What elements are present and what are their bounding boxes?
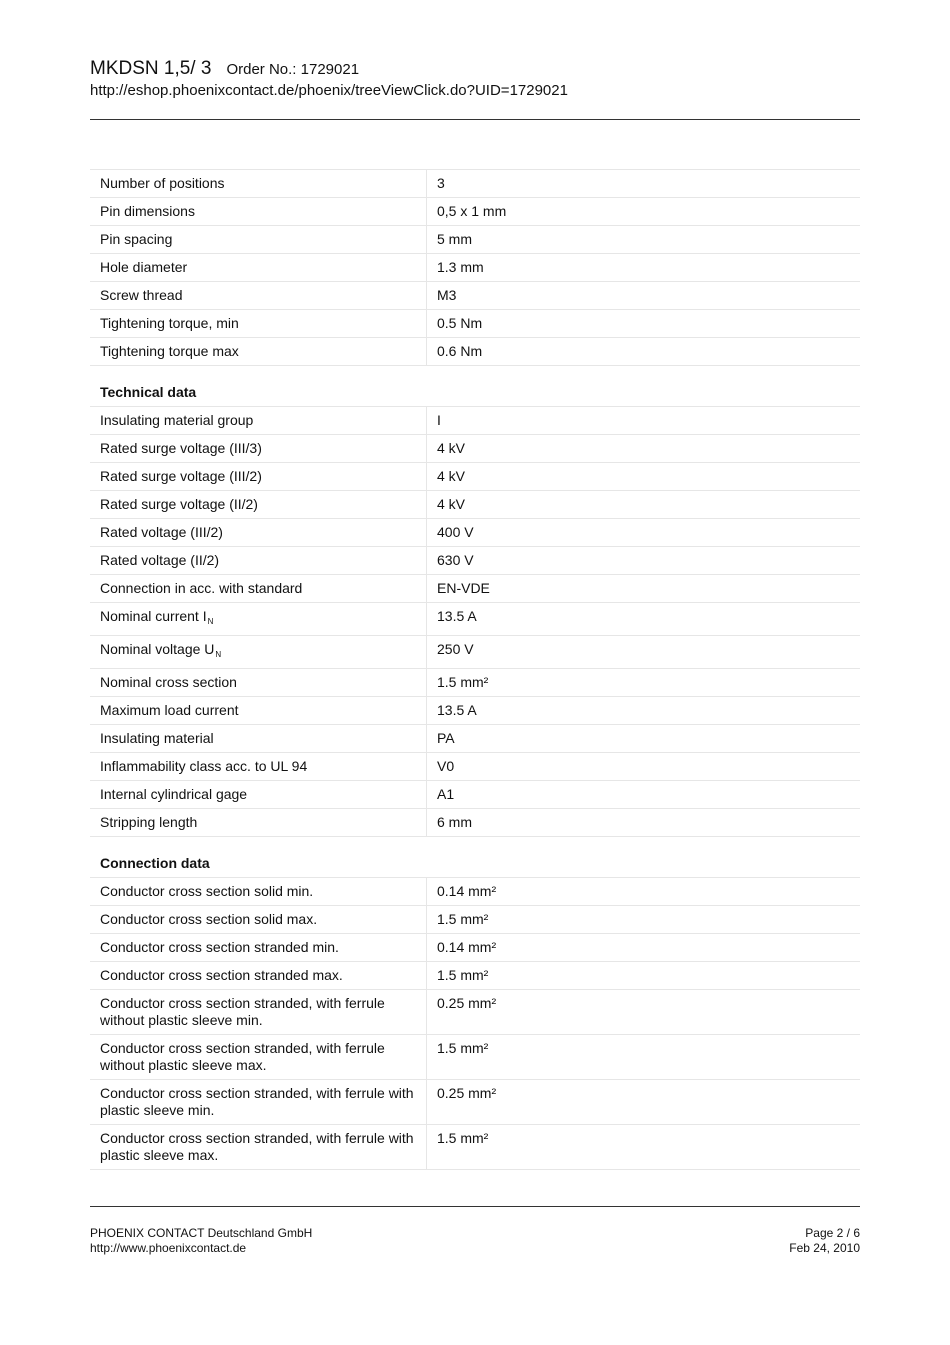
spec-row (90, 636, 860, 669)
spec-label-text: Conductor cross section stranded max. (100, 967, 343, 983)
spec-label (90, 254, 427, 282)
spec-label (90, 338, 427, 366)
spec-label (90, 407, 427, 435)
spec-row (90, 198, 860, 226)
spec-label (90, 198, 427, 226)
spec-value: 0.25 mm² (427, 990, 861, 1035)
spec-table (90, 169, 860, 1170)
spec-row (90, 753, 860, 781)
spec-value: 1.5 mm² (427, 669, 861, 697)
spec-label (90, 1080, 427, 1125)
spec-row (90, 990, 860, 1035)
spec-label (90, 547, 427, 575)
spec-row (90, 1080, 860, 1125)
spec-label-text: Conductor cross section solid min. (100, 883, 314, 899)
spec-row (90, 603, 860, 636)
spec-row (90, 282, 860, 310)
section-title: Connection data (90, 837, 860, 878)
spec-label-text: Rated surge voltage (II/2) (100, 496, 258, 512)
section-header-row (90, 366, 860, 407)
spec-label (90, 725, 427, 753)
spec-label-text: Rated surge voltage (III/2) (100, 468, 262, 484)
spec-label-text: Nominal cross section (100, 674, 237, 690)
spec-value: PA (427, 725, 861, 753)
spec-value: 0.14 mm² (427, 878, 861, 906)
section-title: Technical data (90, 366, 860, 407)
spec-row (90, 491, 860, 519)
spec-row (90, 407, 860, 435)
company-website[interactable]: http://www.phoenixcontact.de (90, 1241, 247, 1255)
spec-row (90, 725, 860, 753)
spec-label-text: Conductor cross section stranded min. (100, 939, 339, 955)
spec-row (90, 781, 860, 809)
spec-row (90, 906, 860, 934)
spec-value: 0.25 mm² (427, 1080, 861, 1125)
spec-label-text: Number of positions (100, 175, 225, 191)
spec-label-text: Conductor cross section stranded, with ferrule with plastic sleeve max. (100, 1130, 414, 1163)
spec-label-text: Tightening torque, min (100, 315, 239, 331)
spec-label-text: Internal cylindrical gage (100, 786, 248, 802)
spec-value: 400 V (427, 519, 861, 547)
spec-label-text: Conductor cross section solid max. (100, 911, 318, 927)
spec-label-text: Hole diameter (100, 259, 188, 275)
spec-row (90, 669, 860, 697)
spec-label (90, 310, 427, 338)
spec-table-body (90, 170, 860, 1170)
spec-label (90, 435, 427, 463)
spec-value: I (427, 407, 861, 435)
spec-value: 4 kV (427, 463, 861, 491)
spec-label-text: Rated voltage (III/2) (100, 524, 223, 540)
spec-label (90, 697, 427, 725)
spec-row (90, 170, 860, 198)
spec-label-subscript: N (215, 650, 222, 659)
spec-value: 1.5 mm² (427, 962, 861, 990)
spec-value: 0,5 x 1 mm (427, 198, 861, 226)
spec-label (90, 1125, 427, 1170)
spec-label (90, 463, 427, 491)
spec-value: 6 mm (427, 809, 861, 837)
spec-row (90, 934, 860, 962)
spec-row (90, 809, 860, 837)
header-divider (90, 119, 860, 120)
spec-value: 13.5 A (427, 697, 861, 725)
spec-label (90, 878, 427, 906)
spec-row (90, 519, 860, 547)
spec-label (90, 1035, 427, 1080)
spec-value: 0.14 mm² (427, 934, 861, 962)
spec-value: 0.5 Nm (427, 310, 861, 338)
spec-value: V0 (427, 753, 861, 781)
spec-label (90, 934, 427, 962)
spec-label-text: Pin dimensions (100, 203, 195, 219)
spec-label (90, 669, 427, 697)
spec-label-text: Inflammability class acc. to UL 94 (100, 758, 308, 774)
spec-value: 630 V (427, 547, 861, 575)
title-line (90, 57, 860, 81)
spec-label-text: Conductor cross section stranded, with ferrule without plastic sleeve max. (100, 1040, 385, 1073)
footer-left (90, 1226, 312, 1256)
spec-value: 4 kV (427, 491, 861, 519)
spec-label-text: Screw thread (100, 287, 183, 303)
spec-value: 250 V (427, 636, 861, 669)
spec-value: 0.6 Nm (427, 338, 861, 366)
spec-value: 5 mm (427, 226, 861, 254)
spec-row (90, 463, 860, 491)
spec-row (90, 254, 860, 282)
spec-label-text: Stripping length (100, 814, 198, 830)
spec-row (90, 962, 860, 990)
spec-label-text: Tightening torque max (100, 343, 239, 359)
spec-label (90, 170, 427, 198)
spec-value: 13.5 A (427, 603, 861, 636)
spec-value: 1.5 mm² (427, 1035, 861, 1080)
spec-row (90, 338, 860, 366)
spec-label (90, 519, 427, 547)
company-name: PHOENIX CONTACT Deutschland GmbH (90, 1226, 313, 1240)
spec-row (90, 435, 860, 463)
spec-label (90, 781, 427, 809)
spec-label-text: Connection in acc. with standard (100, 580, 303, 596)
spec-label (90, 282, 427, 310)
spec-row (90, 575, 860, 603)
footer-divider (90, 1206, 860, 1207)
spec-value: 1.5 mm² (427, 906, 861, 934)
spec-label (90, 226, 427, 254)
spec-label-text: Rated voltage (II/2) (100, 552, 220, 568)
spec-label-subscript: N (207, 617, 214, 626)
spec-label-text: Insulating material group (100, 412, 254, 428)
spec-value: M3 (427, 282, 861, 310)
spec-label-text: Nominal voltage U (100, 641, 215, 657)
product-title: MKDSN 1,5/ 3 (90, 58, 212, 79)
spec-label-text: Nominal current I (100, 608, 207, 624)
spec-label (90, 575, 427, 603)
spec-value: 4 kV (427, 435, 861, 463)
section-header-row (90, 837, 860, 878)
spec-value: 1.5 mm² (427, 1125, 861, 1170)
spec-row (90, 226, 860, 254)
spec-label-text: Conductor cross section stranded, with ferrule with plastic sleeve min. (100, 1085, 414, 1118)
spec-label (90, 962, 427, 990)
page-number: Page 2 / 6 (805, 1226, 860, 1240)
spec-label (90, 636, 427, 669)
spec-label-text: Pin spacing (100, 231, 173, 247)
spec-label (90, 491, 427, 519)
spec-label-text: Rated surge voltage (III/3) (100, 440, 262, 456)
spec-label (90, 990, 427, 1035)
spec-row (90, 1035, 860, 1080)
spec-label (90, 753, 427, 781)
spec-label (90, 906, 427, 934)
spec-label (90, 603, 427, 636)
spec-row (90, 697, 860, 725)
spec-label (90, 809, 427, 837)
spec-value: A1 (427, 781, 861, 809)
spec-row (90, 878, 860, 906)
document-date: Feb 24, 2010 (789, 1241, 860, 1255)
spec-row (90, 1125, 860, 1170)
spec-label-text: Conductor cross section stranded, with ferrule without plastic sleeve min. (100, 995, 385, 1028)
spec-value: 1.3 mm (427, 254, 861, 282)
spec-value: 3 (427, 170, 861, 198)
spec-label-text: Maximum load current (100, 702, 239, 718)
page-header (90, 57, 860, 101)
order-number: Order No.: 1729021 (226, 61, 360, 78)
product-url[interactable]: http://eshop.phoenixcontact.de/phoenix/treeViewClick.do?UID=1729021 (90, 82, 568, 99)
spec-content (90, 169, 860, 1170)
spec-row (90, 547, 860, 575)
spec-value: EN-VDE (427, 575, 861, 603)
spec-row (90, 310, 860, 338)
spec-label-text: Insulating material (100, 730, 214, 746)
footer-right (789, 1226, 860, 1256)
